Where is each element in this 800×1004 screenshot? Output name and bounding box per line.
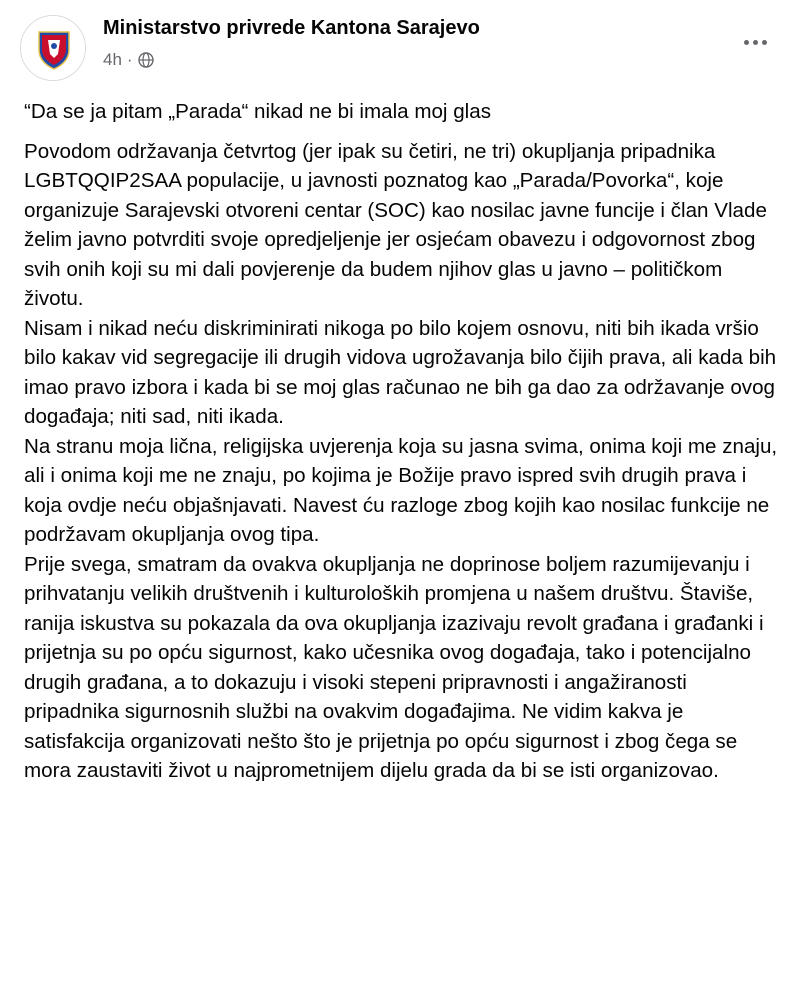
post-paragraph: Prije svega, smatram da ovakva okupljanja ne doprinose boljem razumijevanju i prihvatanju velikih društvenih i kulturoloških promjena u našem društvu. Štaviše, ranija iskustva su pokazala da ova okupljanja izazivaju revolt građana i građanki i prijetnja su po opću sigurnost, kako učesnika ovog događaja, tako i potencijalno drugih građana, a to dokazuju i visoki stepeni pripravnosti i angažiranosti pripadnika sigurnosnih službi na ovakvim događajima. Ne vidim kakva je satisfakcija organizovati nešto što je prijetnja po opću sigurnost i zbog čega se mora zaustaviti život u najprometnijem dijelu grada da bi se isti organizovao. [24,552,764,782]
page-avatar[interactable] [20,15,86,81]
post-paragraph: Nisam i nikad neću diskriminirati nikoga po bilo kojem osnovu, niti bih ikada vršio bilo kakav vid segregacije ili drugih vidova ugrožavanja bilo čijih prava, ali kada bih imao pravo izbora i kada bi se moj glas računao ne bih ga dao za održavanje ovog događaja; niti sad, niti ikada. [24,316,777,428]
post-paragraph: Povodom održavanja četvrtog (jer ipak su četiri, ne tri) okupljanja pripadnika LGBTQQIP2SAA populacije, u javnosti poznatog kao „Parada/Povorka“, koje organizuje Sarajevski otvoreni centar (SOC) kao nosilac javne funcije i član Vlade želim javno potvrditi svoje opredjeljenje jer osjećam obavezu i odgovornost zbog svih onih koji su mi dali povjerenje da budem njihov glas u javno – političkom životu. [24,139,767,310]
post-timestamp[interactable]: 4h [103,50,122,69]
post-title-line: “Da se ja pitam „Parada“ nikad ne bi imala moj glas [24,100,491,123]
post-meta [103,50,154,70]
globe-icon[interactable] [138,52,154,68]
page-name-link[interactable]: Ministarstvo privrede Kantona Sarajevo [103,17,480,39]
meta-separator: · [126,50,133,69]
crest-icon [21,16,86,81]
more-horizontal-icon [744,40,749,45]
post-paragraph: Na stranu moja lična, religijska uvjerenja koja su jasna svima, onima koji me znaju, ali i onima koji me ne znaju, po kojima je Božije pravo ispred svih drugih prava i koja ovdje neću objašnjavati. Navest ću razloge zbog kojih kao nosilac funkcije ne podržavam okupljanja ovog tipa. [24,434,778,546]
post-body [24,97,784,786]
more-options-button[interactable] [735,28,775,56]
post-header [0,0,800,90]
